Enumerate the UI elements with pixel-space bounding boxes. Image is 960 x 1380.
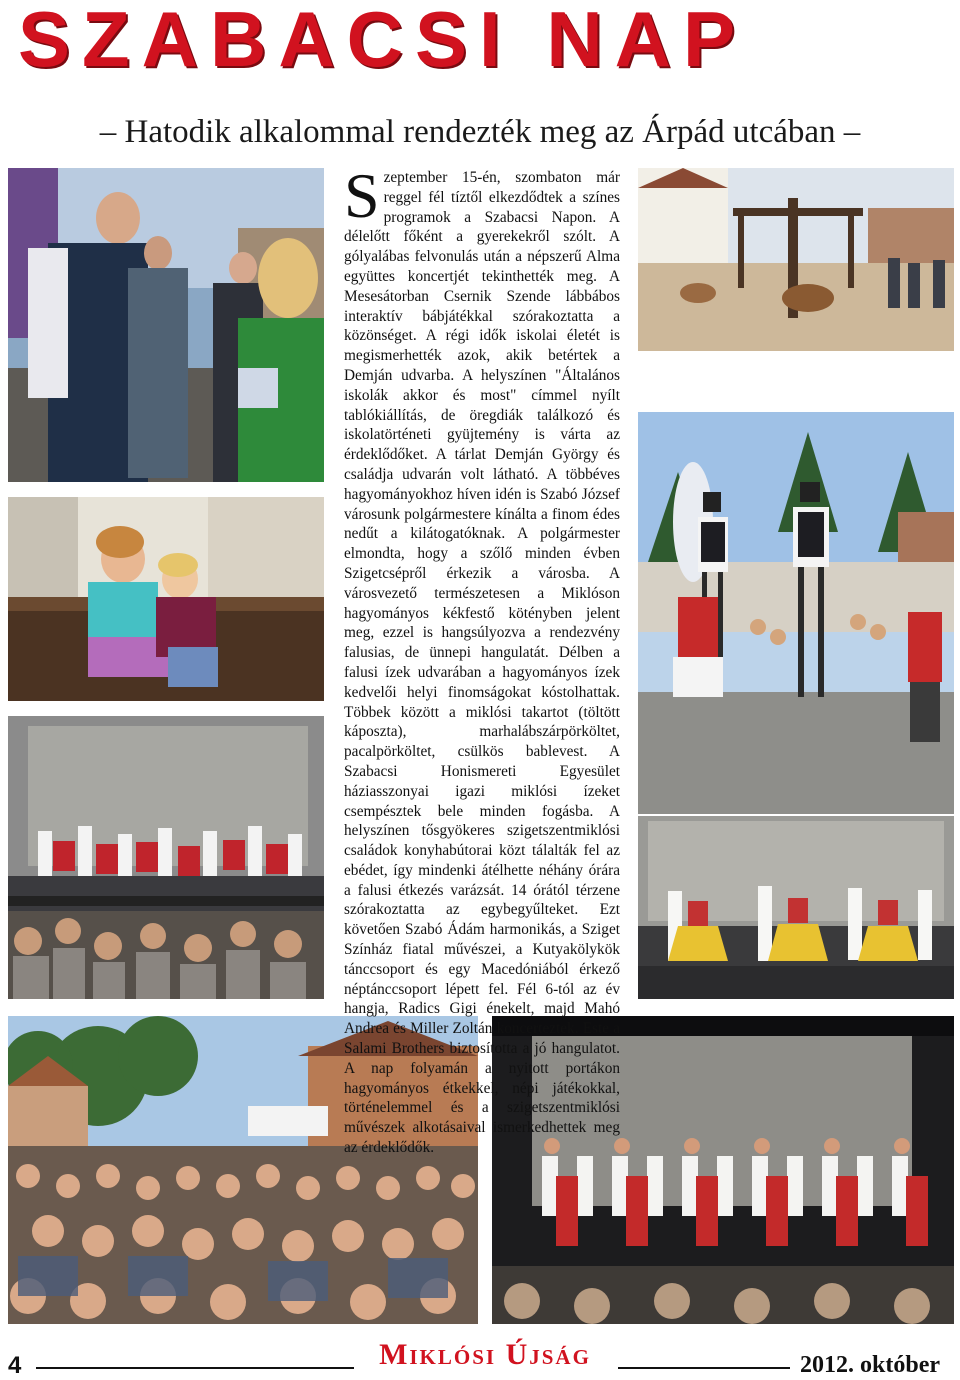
photo-children-cart	[8, 497, 324, 701]
photo-folk-dancers-stage	[8, 716, 324, 999]
footer-rule-right	[618, 1367, 790, 1369]
photo-wooden-structure-square	[638, 168, 954, 351]
footer-rule-left	[36, 1367, 354, 1369]
article-body	[344, 160, 620, 1158]
photo-mayor-serving	[8, 168, 324, 482]
article-text: zeptember 15-én, szombaton már reggel fél tíztől elkezdődtek a színes programok a Szabacsi Napon. A délelőtt főként a gyerekekről szólt. A gólyalábas felvonulás után a népszerű Alma együttes koncertjét tekinthették meg. A Mesesátorban Csernik Szende lábbábos interaktív bábjátékkal szórakoztatta a közönséget. A régi idők iskolai életét is megismerhették azok, akik betértek a Demján udvarba. A helyszínen "Általános iskolák akkor és most" címmel nyílt tablókiállítás, de öregdiák találkozó és iskolatörténeti gyüjtemény is várta az érdeklődőket. A tárlat Demján György és családja udvarán volt látható. A többéves hagyományokhoz híven idén is Szabó József városunk polgármestere kínálta a finom édes nedűt a kilátogatóknak. A polgármester elmondta, hogy a szőlő minden évben Szigetcsépről érkezik a városba. A városvezető természetesen a Miklóson hagyományos kékfestő kötényben jelent meg, ezzel is hangsúlyozva a rendezvény falusias, de ünnepi hangulatát. Délben a falusi ízek udvarában a hagyományos ízek kedvelői helyi finomságokat kóstolhattak. Többek között a miklósi takartot (töltött káposzta), marhalábszárpörköltet, pacalpörköltet, csülkös bablevest. A Szabacsi Honismereti Egyesület háziasszonyai igazi miklósi ízeket csempésztek bele minden fogásba. A helyszínen tősgyökeres szigetszentmiklósi családok konyhabútorai közt tálalták fel az ebédet, így mindenki átélhette néhány órára a falusi étkezés varázsát. 14 órától térzene szórakoztatta az egybegyűlteket. Ezt követően Szabó Ádám harmonikás, a Sziget Színház fiatal művészei, a Kutyakölykök tánccsoport és egy Macedóniából érkező néptánccsoport lépett fel. Fél 6-tól az év hangja, Radics Gigi énekelt, majd Mahó Andrea és Miller Zoltán koncerteztek. Este a Salami Brothers biztosította a jó hangulatot. A nap folyamán a nyitott portákon hagyományos étkekkel, népi játékokkal, történelemmel és a szigetszentmiklósi művészek alkotásaival ismerkedhettek meg az érdeklődők.	[344, 169, 620, 1157]
masthead-title: SZABACSI NAP	[18, 0, 748, 83]
page-number: 4	[8, 1352, 22, 1379]
publication-name: Miklósi Újság	[379, 1338, 591, 1371]
article-dropcap: S	[344, 160, 380, 231]
issue-date: 2012. október	[800, 1352, 940, 1378]
photo-dancers-yellow-skirts	[638, 816, 954, 999]
photo-stilt-walkers	[638, 412, 954, 814]
article-subtitle: – Hatodik alkalommal rendezték meg az Árpád utcában –	[99, 114, 861, 150]
